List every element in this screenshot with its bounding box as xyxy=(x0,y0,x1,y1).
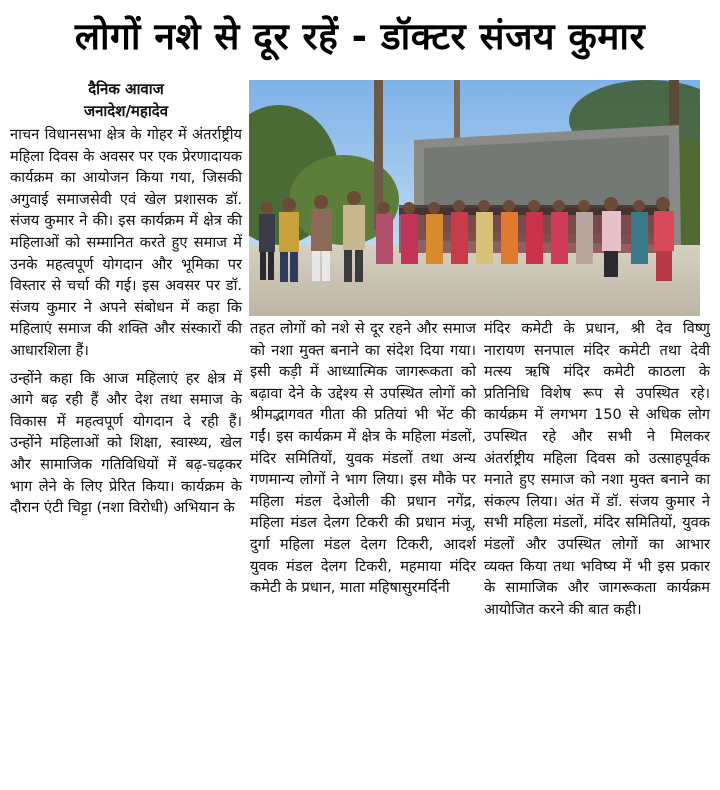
article-paragraph: उन्होंने कहा कि आज महिलाएं हर क्षेत्र में आगे बढ़ रही हैं और देश तथा समाज के विकास में महत्वपूर्ण योगदान दे रही हैं। उन्होंने महिलाओं को शिक्षा, स्वास्थ्य, खेल और सामाजिक गतिविधियों में बढ़-चढ़कर भाग लेने के लिए प्रेरित किया। कार्यक्रम के दौरान एंटी चिट्टा (नशा विरोधी) अभियान के xyxy=(10,369,242,517)
byline xyxy=(10,78,242,122)
article-paragraph: तहत लोगों को नशे से दूर रहने और समाज को नशा मुक्त बनाने का संदेश दिया गया। इसी कड़ी में आध्यात्मिक जागरूकता को बढ़ावा देने के उद्देश्य से उपस्थित लोगों को श्रीमद्भागवत गीता की प्रतियां भी भेंट की गईं। इस कार्यक्रम में क्षेत्र के महिला मंडलों, मंदिर समितियों, युवक मंडलों तथा अन्य गणमान्य लोगों ने भाग लिया। इस मौके पर महिला मंडल देओली की प्रधान नगेंद्र, महिला मंडल देलग टिकरी की प्रधान मंजू, दुर्गा महिला मंडल देलग टिकरी, आदर्श युवक मंडल देलग टिकरी, महमाया मंदिर कमेटी के प्रधान, माता महिषासुरमर्दिनी xyxy=(250,320,476,597)
group-photo xyxy=(249,80,700,316)
byline-reporter: जनादेश/महादेव xyxy=(83,102,169,120)
byline-source: दैनिक आवाज xyxy=(88,80,164,98)
article-paragraph: नाचन विधानसभा क्षेत्र के गोहर में अंतर्राष्ट्रीय महिला दिवस के अवसर पर एक प्रेरणादायक कार्यक्रम का आयोजन किया गया, जिसकी अगुवाई समाजसेवी एवं खेल प्रशासक डॉ. संजय कुमार ने की। इस कार्यक्रम में क्षेत्र की महिलाओं को सम्मानित करते हुए समाज में उनके महत्वपूर्ण योगदान और भूमिका पर विस्तार से चर्चा की गई। इस अवसर पर डॉ. संजय कुमार ने अपने संबोधन में कहा कि महिलाएं समाज की शक्ति और संस्कारों की आधारशिला हैं। xyxy=(10,126,242,359)
article-column-3 xyxy=(484,318,710,626)
article-column-1 xyxy=(10,124,242,525)
article-column-2 xyxy=(250,318,476,605)
headline: लोगों नशे से दूर रहें - डॉक्टर संजय कुमार xyxy=(74,15,646,58)
article-paragraph: मंदिर कमेटी के प्रधान, श्री देव विष्णु नारायण सनपाल मंदिर कमेटी तथा देवी मत्स्य ऋषि मंदिर कमेटी काठला के प्रतिनिधि विशेष रूप से उपस्थित रहे। कार्यक्रम में लगभग 150 से अधिक लोग उपस्थित रहे और सभी ने मिलकर अंतर्राष्ट्रीय महिला दिवस को उत्साहपूर्वक मनाते हुए समाज को नशा मुक्त बनाने का संकल्प लिया। अंत में डॉ. संजय कुमार ने सभी महिला मंडलों, मंदिर समितियों, युवक मंडलों और उपस्थित लोगों का आभार व्यक्त किया तथा भविष्य में भी इस प्रकार के सामाजिक और जागरूकता कार्यक्रम आयोजित करने की बात कही। xyxy=(484,320,710,618)
